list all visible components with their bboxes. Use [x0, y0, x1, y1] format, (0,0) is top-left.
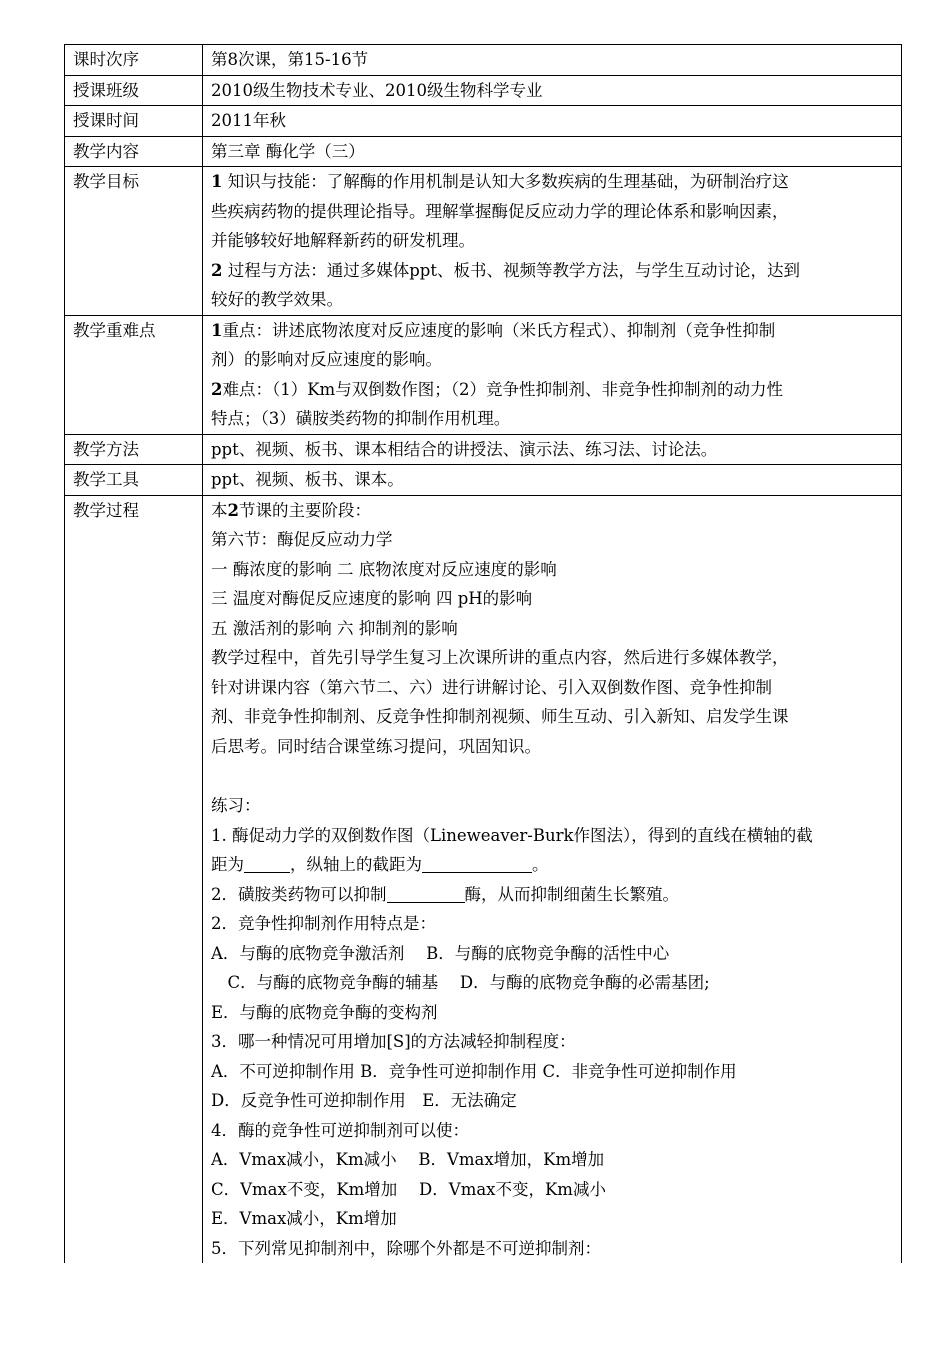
- row-content: [65, 136, 902, 167]
- goal-line: 并能够较好地解释新药的研发机理。: [211, 231, 475, 250]
- label-key-points: 教学重难点: [65, 315, 203, 434]
- label-process: 教学过程: [65, 495, 203, 1263]
- answer-blank: [422, 854, 532, 873]
- answer-blank: [244, 854, 290, 873]
- key-point-line: 1重点：讲述底物浓度对反应速度的影响（米氏方程式）、抑制剂（竞争性抑制: [211, 320, 776, 340]
- goal-line: 2 过程与方法：通过多媒体ppt、板书、视频等教学方法，与学生互动讨论，达到: [211, 260, 800, 280]
- question-5-option: A．Vmax减小，Km减小 B．Vmax增加，Km增加: [211, 1150, 605, 1169]
- question-4-option: A．不可逆抑制作用 B．竞争性可逆抑制作用 C．非竞争性可逆抑制作用: [211, 1061, 737, 1081]
- question-3-option: C．与酶的底物竞争酶的辅基 D．与酶的底物竞争酶的必需基团;: [211, 973, 710, 992]
- label-methods: 教学方法: [65, 434, 203, 465]
- row-class: [65, 75, 902, 106]
- key-point-line: 剂）的影响对反应速度的影响。: [211, 350, 442, 369]
- question-3-option: A．与酶的底物竞争激活剂 B．与酶的底物竞争酶的活性中心: [211, 943, 670, 963]
- question-1: 1. 酶促动力学的双倒数作图（Lineweaver-Burk作图法），得到的直线在横轴的截: [211, 825, 813, 845]
- label-content: 教学内容: [65, 136, 203, 167]
- value-goals: [203, 167, 902, 316]
- label-class: 授课班级: [65, 75, 203, 106]
- goal-line: 些疾病药物的提供理论指导。理解掌握酶促反应动力学的理论体系和影响因素，: [211, 201, 789, 221]
- process-line: 一 酶浓度的影响 二 底物浓度对反应速度的影响: [211, 559, 557, 579]
- question-3: 2．竞争性抑制剂作用特点是：: [211, 914, 436, 933]
- question-4-option: D．反竞争性可逆抑制作用 E．无法确定: [211, 1091, 517, 1110]
- question-5-option: C．Vmax不变，Km增加 D．Vmax不变，Km减小: [211, 1179, 606, 1199]
- question-5-option: E．Vmax减小，Km增加: [211, 1209, 397, 1228]
- lesson-plan-table: [64, 44, 902, 1263]
- row-time: [65, 106, 902, 137]
- process-line: 针对讲课内容（第六节二、六）进行讲解讨论、引入双倒数作图、竞争性抑制: [211, 677, 772, 697]
- spacer: [211, 761, 893, 791]
- exercise-title: 练习：: [211, 796, 261, 815]
- question-3-option: E．与酶的底物竞争酶的变构剂: [211, 1002, 438, 1022]
- row-key-points: [65, 315, 902, 434]
- value-class: 2010级生物技术专业、2010级生物科学专业: [203, 75, 902, 106]
- value-time: 2011年秋: [203, 106, 902, 137]
- process-line: 教学过程中，首先引导学生复习上次课所讲的重点内容，然后进行多媒体教学，: [211, 648, 789, 667]
- label-time: 授课时间: [65, 106, 203, 137]
- row-goals: [65, 167, 902, 316]
- process-line: 三 温度对酶促反应速度的影响 四 pH的影响: [211, 589, 533, 608]
- process-intro: 本2节课的主要阶段：: [211, 500, 371, 520]
- value-key-points: [203, 315, 902, 434]
- goal-line: 较好的教学效果。: [211, 290, 343, 309]
- row-process: [65, 495, 902, 1263]
- question-2: 2．磺胺类药物可以抑制 酶，从而抑制细菌生长繁殖。: [211, 884, 679, 904]
- label-tools: 教学工具: [65, 465, 203, 496]
- value-process: [203, 495, 902, 1263]
- question-5: 4．酶的竞争性可逆抑制剂可以使：: [211, 1120, 469, 1140]
- row-order: [65, 45, 902, 76]
- process-line: 五 激活剂的影响 六 抑制剂的影响: [211, 618, 458, 638]
- value-order: 第8次课，第15-16节: [203, 45, 902, 76]
- label-order: 课时次序: [65, 45, 203, 76]
- process-line: 后思考。同时结合课堂练习提问，巩固知识。: [211, 736, 541, 756]
- label-goals: 教学目标: [65, 167, 203, 316]
- row-methods: [65, 434, 902, 465]
- value-methods: ppt、视频、板书、课本相结合的讲授法、演示法、练习法、讨论法。: [203, 434, 902, 465]
- row-tools: [65, 465, 902, 496]
- question-4: 3．哪一种情况可用增加[S]的方法减轻抑制程度：: [211, 1032, 576, 1051]
- process-line: 第六节：酶促反应动力学: [211, 530, 393, 549]
- answer-blank: [387, 884, 465, 903]
- question-1-blanks: 距为 ，纵轴上的截距为 。: [211, 855, 549, 874]
- goal-line: 1 知识与技能：了解酶的作用机制是认知大多数疾病的生理基础，为研制治疗这: [211, 172, 789, 191]
- process-line: 剂、非竞争性抑制剂、反竞争性抑制剂视频、师生互动、引入新知、启发学生课: [211, 707, 789, 726]
- key-point-line: 2难点：（1）Km与双倒数作图；（2）竞争性抑制剂、非竞争性抑制剂的动力性: [211, 379, 783, 399]
- question-6: 5．下列常见抑制剂中，除哪个外都是不可逆抑制剂：: [211, 1238, 601, 1258]
- value-content: 第三章 酶化学（三）: [203, 136, 902, 167]
- value-tools: ppt、视频、板书、课本。: [203, 465, 902, 496]
- key-point-line: 特点；（3）磺胺类药物的抑制作用机理。: [211, 409, 511, 428]
- lesson-plan-page: [64, 44, 902, 1347]
